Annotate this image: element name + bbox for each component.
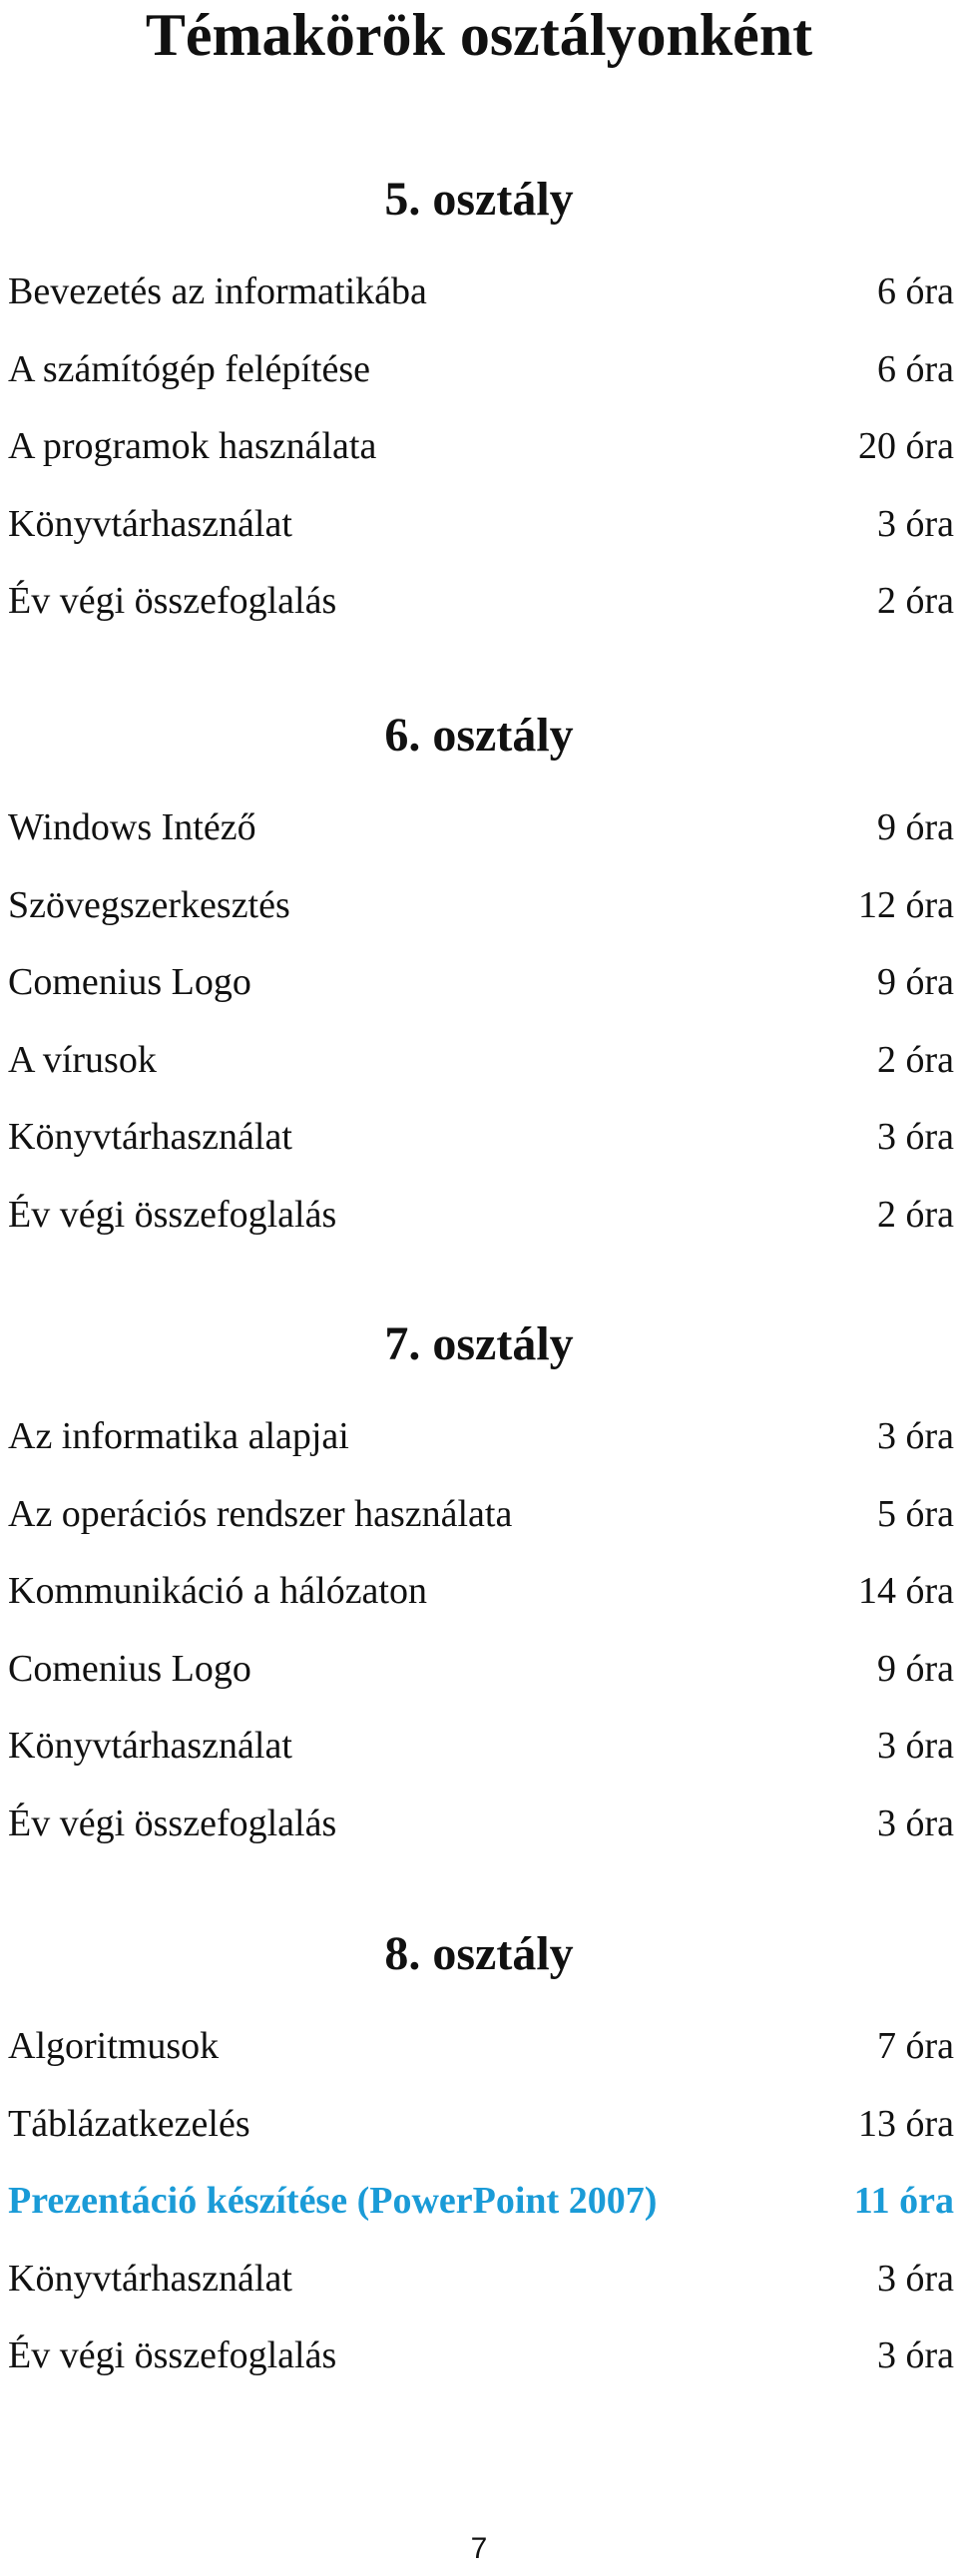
topic-row: [0, 803, 958, 881]
topic-name: Táblázatkezelés: [8, 2102, 250, 2145]
topic-hours: 3 óra: [876, 1415, 954, 1457]
topic-hours: 2 óra: [876, 580, 954, 622]
topic-name: Kommunikáció a hálózaton: [8, 1570, 427, 1612]
grade-7-section: [0, 1314, 958, 1876]
topic-row: [0, 1800, 958, 1877]
topic-hours: 14 óra: [857, 1570, 954, 1612]
grade-8-section: [0, 1924, 958, 2409]
topic-name: A programok használata: [8, 425, 377, 467]
topic-hours: 20 óra: [857, 425, 954, 467]
topic-row: [0, 1645, 958, 1723]
topic-name: Comenius Logo: [8, 961, 251, 1003]
topic-hours: 6 óra: [876, 347, 954, 390]
topic-name: Az informatika alapjai: [8, 1415, 349, 1457]
topic-name: Könyvtárhasználat: [8, 1725, 292, 1767]
topic-row: [0, 1412, 958, 1490]
topic-hours: 3 óra: [876, 2257, 954, 2300]
topic-row: [0, 345, 958, 423]
topic-row-highlighted: [0, 2177, 958, 2255]
topic-name: Bevezetés az informatikába: [8, 270, 427, 312]
topic-name: Könyvtárhasználat: [8, 1116, 292, 1158]
topic-name: A számítógép felépítése: [8, 347, 370, 390]
topic-hours: 7 óra: [876, 2025, 954, 2067]
topic-hours: 9 óra: [876, 1647, 954, 1690]
topic-row: [0, 1036, 958, 1114]
topic-row: [0, 500, 958, 578]
topic-list: [0, 803, 958, 1268]
topic-row: [0, 2100, 958, 2178]
topic-hours: 3 óra: [876, 1802, 954, 1844]
topic-hours: 12 óra: [857, 883, 954, 926]
topic-row: [0, 2255, 958, 2332]
topic-name: Windows Intéző: [8, 806, 256, 848]
topic-hours: 2 óra: [876, 1193, 954, 1236]
grade-6-section: [0, 706, 958, 1268]
topic-row: [0, 267, 958, 345]
topic-name: Év végi összefoglalás: [8, 1802, 337, 1844]
topic-hours: 5 óra: [876, 1492, 954, 1535]
topic-name: Algoritmusok: [8, 2025, 220, 2067]
section-heading: 5. osztály: [384, 173, 574, 226]
topic-hours: 9 óra: [876, 806, 954, 848]
topic-row: [0, 2022, 958, 2100]
topic-hours: 13 óra: [857, 2102, 954, 2145]
topic-row: [0, 422, 958, 500]
topic-hours: 11 óra: [853, 2180, 954, 2222]
topic-list: [0, 1412, 958, 1876]
topic-name: Könyvtárhasználat: [8, 2257, 292, 2300]
topic-hours: 3 óra: [876, 502, 954, 545]
topic-row: [0, 1113, 958, 1191]
topic-row: [0, 881, 958, 959]
section-heading: 7. osztály: [384, 1317, 574, 1370]
topic-row: [0, 958, 958, 1036]
topic-name: Év végi összefoglalás: [8, 1193, 337, 1236]
section-heading: 8. osztály: [384, 1927, 574, 1980]
page-title: Témakörök osztályonként: [145, 2, 813, 68]
page-number: 7: [470, 2532, 488, 2565]
topic-hours: 3 óra: [876, 1725, 954, 1767]
topic-hours: 6 óra: [876, 270, 954, 312]
topic-name: Szövegszerkesztés: [8, 883, 290, 926]
topic-row: [0, 577, 958, 655]
topic-name: Év végi összefoglalás: [8, 2334, 337, 2376]
topic-name: A vírusok: [8, 1038, 157, 1081]
topic-hours: 9 óra: [876, 961, 954, 1003]
topic-name: Év végi összefoglalás: [8, 580, 337, 622]
topic-name: Az operációs rendszer használata: [8, 1492, 513, 1535]
topic-name: Comenius Logo: [8, 1647, 251, 1690]
topic-row: [0, 1191, 958, 1269]
topic-row: [0, 1490, 958, 1568]
topic-name: Prezentáció készítése (PowerPoint 2007): [8, 2180, 658, 2222]
topic-hours: 3 óra: [876, 2334, 954, 2376]
section-heading: 6. osztály: [384, 709, 574, 762]
grade-5-section: [0, 170, 958, 655]
topic-name: Könyvtárhasználat: [8, 502, 292, 545]
topic-row: [0, 1722, 958, 1800]
topic-hours: 2 óra: [876, 1038, 954, 1081]
topic-row: [0, 2331, 958, 2409]
topic-row: [0, 1567, 958, 1645]
topic-list: [0, 267, 958, 655]
topic-list: [0, 2022, 958, 2409]
topic-hours: 3 óra: [876, 1116, 954, 1158]
